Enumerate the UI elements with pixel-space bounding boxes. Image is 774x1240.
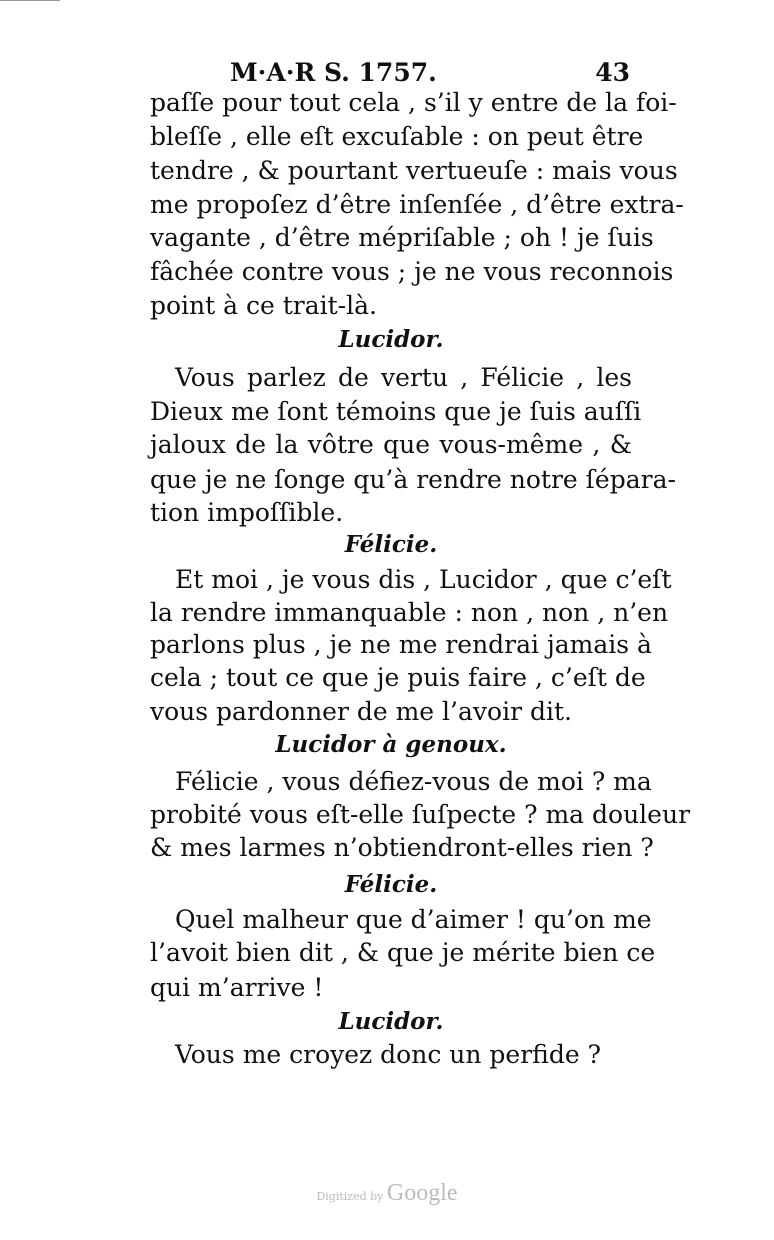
text-line: l’avoit bien dit , & que je mérite bien ce — [150, 938, 656, 967]
google-logo: Google — [386, 1180, 458, 1206]
text-line: tendre , & pourtant vertueuſe : mais vous — [150, 156, 678, 185]
digitized-footer — [0, 1180, 774, 1207]
text-line: Et moi , je vous dis , Lucidor , que c’eſt — [175, 565, 672, 594]
text-line: Quel malheur que d’aimer ! qu’on me — [175, 905, 652, 934]
text-line: jaloux de la vôtre que vous-même , & — [150, 430, 632, 459]
text-line: point à ce trait-là. — [150, 291, 377, 320]
text-line: me propoſez d’être inſenſée , d’être extra- — [150, 190, 684, 219]
text-line: tion impoſſible. — [150, 498, 344, 527]
text-line: probité vous eſt-elle ſuſpecte ? ma douleur — [150, 800, 691, 829]
text-line: parlons plus , je ne me rendrai jamais à — [150, 630, 652, 659]
text-line: bleſſe , elle eſt excuſable : on peut être — [150, 122, 644, 151]
text-line: vagante , d’être mépriſable ; oh ! je ſuis — [150, 223, 654, 252]
digitized-by-label: Digitized by — [316, 1190, 384, 1203]
text-line: Vous parlez de vertu , Félicie , les — [175, 363, 632, 392]
speaker-name: Lucidor à genoux. — [275, 731, 507, 758]
text-line: qui m’arrive ! — [150, 973, 324, 1002]
text-line: vous pardonner de me l’avoir dit. — [150, 697, 572, 726]
text-line: Vous me croyez donc un perfide ? — [175, 1040, 602, 1069]
running-header — [230, 58, 630, 87]
text-line: Dieux me ſont témoins que je ſuis auſſi — [150, 397, 642, 426]
page-edge-rule — [0, 0, 60, 1]
page-number: 43 — [595, 58, 630, 87]
text-line: Félicie , vous défiez-vous de moi ? ma — [175, 767, 652, 796]
speaker-name: Félicie. — [344, 531, 438, 558]
running-title: M·A·R S. 1757. — [230, 58, 437, 87]
speaker-name: Félicie. — [344, 871, 438, 898]
speaker-name: Lucidor. — [338, 326, 444, 353]
text-line: cela ; tout ce que je puis faire , c’eſt de — [150, 663, 646, 692]
text-line: paſſe pour tout cela , s’il y entre de la foi- — [150, 88, 677, 117]
text-line: que je ne ſonge qu’à rendre notre ſépara- — [150, 465, 676, 494]
text-line: la rendre immanquable : non , non , n’en — [150, 598, 669, 627]
speaker-name: Lucidor. — [338, 1008, 444, 1035]
text-line: fâchée contre vous ; je ne vous reconnois — [150, 257, 674, 286]
text-line: & mes larmes n’obtiendront-elles rien ? — [150, 833, 654, 862]
